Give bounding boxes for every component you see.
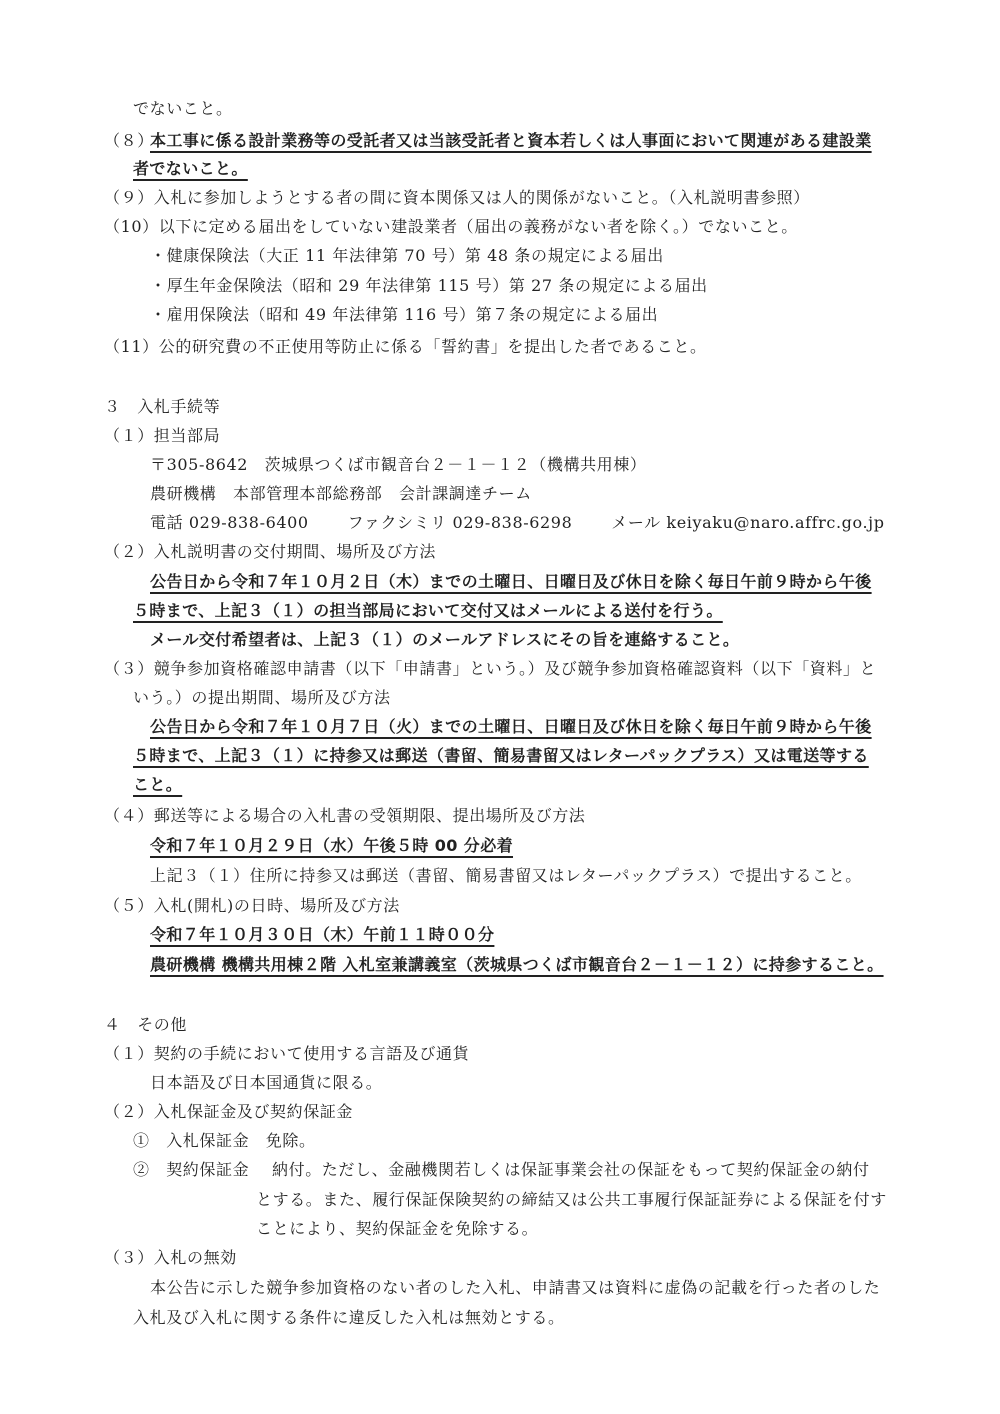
item-10-sub-1: ・健康保険法（大正 11 年法律第 70 号）第 48 条の規定による届出 bbox=[150, 246, 664, 265]
sec3-2-line1: 公告日から令和７年１０月２日（木）までの土曜日、日曜日及び休日を除く毎日午前９時から午後 bbox=[150, 572, 872, 591]
item-11: （11）公的研究費の不正使用等防止に係る「誓約書」を提出した者であること。 bbox=[104, 337, 707, 356]
item-8-text-line2: 者でないこと。 bbox=[133, 159, 248, 178]
sec4-2-item-2-line3: ことにより、契約保証金を免除する。 bbox=[256, 1219, 539, 1238]
sec3-5-datetime: 令和７年１０月３０日（木）午前１１時００分 bbox=[150, 925, 495, 944]
sec3-4-method: 上記３（１）住所に持参又は郵送（書留、簡易書留又はレターパックプラス）で提出すること。 bbox=[150, 866, 862, 885]
sec4-2-item-1: ① 入札保証金 免除。 bbox=[133, 1131, 316, 1150]
sec3-3-line2: ５時まで、上記３（１）に持参又は郵送（書留、簡易書留又はレターパックプラス）又は電送等する bbox=[133, 746, 869, 765]
item-7-tail: でないこと。 bbox=[133, 99, 233, 118]
sec3-3-heading: （３）競争参加資格確認申請書（以下「申請書」という。）及び競争参加資格確認資料（以下「資料」と bbox=[104, 659, 877, 678]
item-8-number: （８） bbox=[104, 131, 154, 150]
sec4-2-item-2-line1: 納付。ただし、金融機関若しくは保証事業会社の保証をもって契約保証金の納付 bbox=[272, 1160, 870, 1179]
sec3-3-heading-cont: いう。）の提出期間、場所及び方法 bbox=[133, 688, 391, 707]
section-3-title: ３ 入札手続等 bbox=[104, 397, 221, 416]
sec4-1-body: 日本語及び日本国通貨に限る。 bbox=[150, 1073, 383, 1092]
sec4-2-item-2-line2: とする。また、履行保証保険契約の締結又は公共工事履行保証証券による保証を付す bbox=[256, 1190, 887, 1209]
sec4-1-heading: （１）契約の手続において使用する言語及び通貨 bbox=[104, 1044, 470, 1063]
sec3-5-heading: （５）入札(開札)の日時、場所及び方法 bbox=[104, 896, 400, 915]
sec4-3-heading: （３）入札の無効 bbox=[104, 1248, 237, 1267]
item-9: （９）入札に参加しようとする者の間に資本関係又は人的関係がないこと。（入札説明書参照） bbox=[104, 188, 810, 207]
item-10-sub-2: ・厚生年金保険法（昭和 29 年法律第 115 号）第 27 条の規定による届出 bbox=[150, 276, 708, 295]
sec3-1-contact: 電話 029-838-6400 ファクシミリ 029-838-6298 メール keiyaku@naro.affrc.go.jp bbox=[150, 513, 885, 532]
sec3-2-line2: ５時まで、上記３（１）の担当部局において交付又はメールによる送付を行う。 bbox=[133, 601, 723, 620]
sec3-1-address: 〒305-8642 茨城県つくば市観音台２－１－１２（機構共用棟） bbox=[150, 455, 647, 474]
sec3-2-line3: メール交付希望者は、上記３（１）のメールアドレスにその旨を連絡すること。 bbox=[150, 630, 740, 649]
item-10: （10）以下に定める届出をしていない建設業者（届出の義務がない者を除く。）でないこと。 bbox=[104, 217, 798, 236]
sec3-5-place: 農研機構 機構共用棟２階 入札室兼講義室（茨城県つくば市観音台２－１－１２）に持参すること。 bbox=[150, 955, 884, 974]
sec4-2-item-2-label: ② 契約保証金 bbox=[133, 1160, 266, 1179]
sec3-1-organization: 農研機構 本部管理本部総務部 会計課調達チーム bbox=[150, 484, 532, 503]
sec4-3-line1: 本公告に示した競争参加資格のない者のした入札、申請書又は資料に虚偽の記載を行った者のした bbox=[150, 1278, 881, 1297]
sec4-3-line2: 入札及び入札に関する条件に違反した入札は無効とする。 bbox=[133, 1308, 565, 1327]
item-10-sub-3: ・雇用保険法（昭和 49 年法律第 116 号）第７条の規定による届出 bbox=[150, 305, 659, 324]
section-4-title: ４ その他 bbox=[104, 1015, 188, 1034]
sec3-3-line1: 公告日から令和７年１０月７日（火）までの土曜日、日曜日及び休日を除く毎日午前９時から午後 bbox=[150, 717, 872, 736]
sec4-2-heading: （２）入札保証金及び契約保証金 bbox=[104, 1102, 354, 1121]
sec3-4-heading: （４）郵送等による場合の入札書の受領期限、提出場所及び方法 bbox=[104, 806, 586, 825]
sec3-2-heading: （２）入札説明書の交付期間、場所及び方法 bbox=[104, 542, 437, 561]
sec3-1-heading: （１）担当部局 bbox=[104, 426, 221, 445]
sec3-4-deadline: 令和７年１０月２９日（水）午後５時 00 分必着 bbox=[150, 836, 514, 855]
item-8-text-line1: 本工事に係る設計業務等の受託者又は当該受託者と資本若しくは人事面において関連がある建設業 bbox=[150, 131, 872, 150]
sec3-3-line3: こと。 bbox=[133, 775, 183, 794]
